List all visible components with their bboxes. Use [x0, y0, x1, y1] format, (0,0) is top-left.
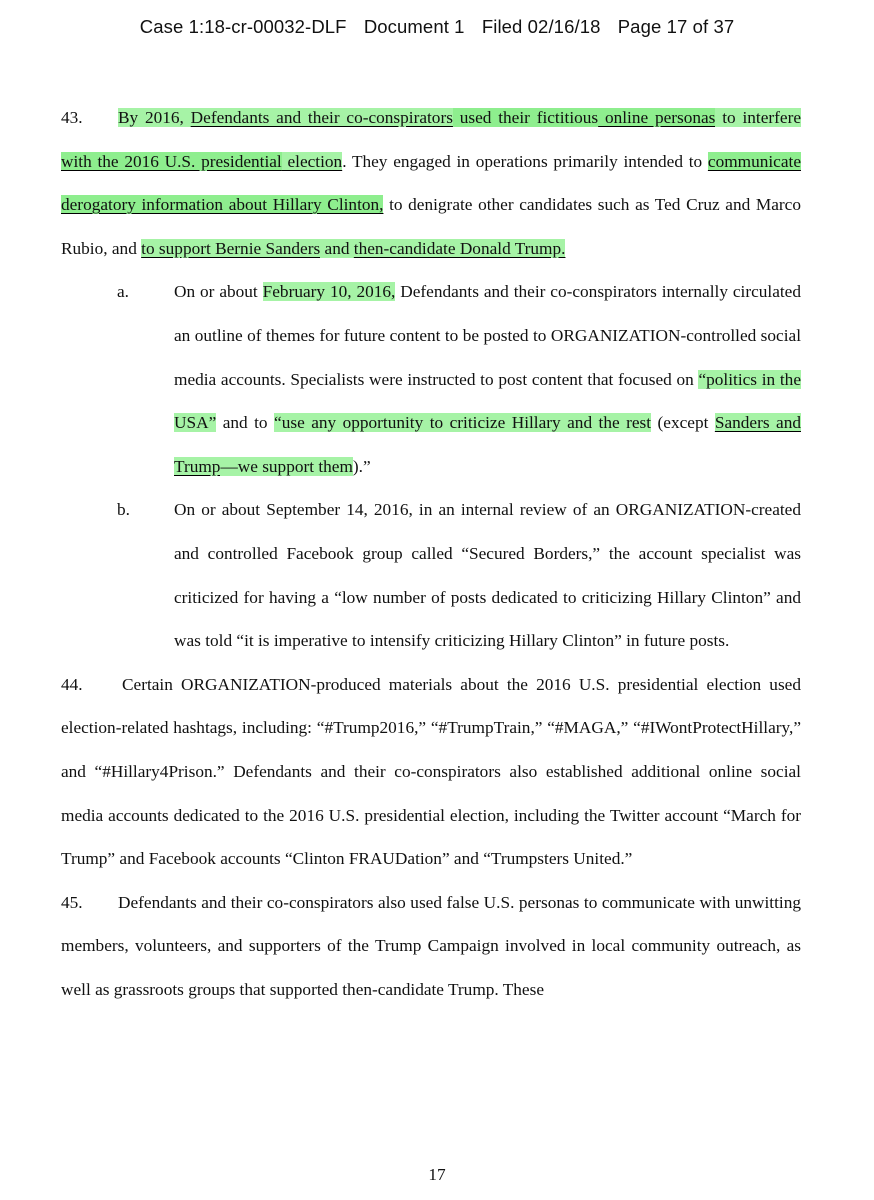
highlight: —we support [220, 456, 315, 476]
text-span: Certain ORGANIZATION-produced materials about the 2016 U.S. presidential election used election-related hashtags, including: “#Trump2016,” “#TrumpTrain,” “#MAGA,” “#IWontProtectHillary,” and “#Hillary4Prison.” Defendants and their co-conspirators also established additional online social media accounts dedicated to the 2016 U.S. presidential election, including the Twitter account “March for Trump” and Facebook accounts “Clinton FRAUDation” and “Trumpsters United.” [61, 674, 801, 869]
paragraph-45 [61, 881, 801, 1012]
highlight-underline: to support Bernie Sanders [141, 238, 321, 258]
subparagraph-a [117, 270, 801, 488]
text-span: and to [216, 413, 275, 433]
highlight-underline: online personas [598, 108, 716, 127]
subparagraph-label: b. [117, 500, 130, 520]
document-number: Document 1 [363, 16, 465, 37]
highlight: them [314, 456, 353, 476]
highlight: in the USA” [174, 369, 801, 433]
text-span: By 2016, [118, 108, 191, 127]
paragraph-number: 44. [61, 674, 83, 694]
text-span: On or about [174, 282, 263, 302]
page-number: 17 [428, 1165, 446, 1184]
paragraph-43 [61, 96, 801, 270]
text-span: Defendants and their co-conspirators internally circulated an outline of themes for future content to be posted to ORGANIZATION-controlled social media accounts. Specialists were instructed to post content that focused on [174, 282, 801, 389]
page-indicator: Page 17 of 37 [617, 16, 735, 37]
highlight: Hillary and the rest [505, 413, 652, 433]
text-span: to denigrate other candidates such as Ted Cruz and Marco Rubio, and [61, 195, 801, 258]
highlight-underline: derogatory information about Hillary Clinton, [61, 195, 384, 215]
text-span: . They engaged in operations primarily intended to [342, 151, 708, 171]
highlight-underline: election [281, 151, 343, 171]
highlight: to interfere [715, 108, 801, 127]
highlight: “politics [698, 369, 758, 389]
text-span: Defendants and their co-conspirators also used false U.S. personas to communicate with unwitting members, volunteers, and supporters of the Trump Campaign involved in local community outreach, as well as grassroots groups that supported then-candidate Trump. These [61, 892, 801, 999]
case-number: Case 1:18-cr-00032-DLF [139, 16, 347, 37]
highlight: used their fictitious [452, 108, 599, 127]
highlight-underline: communicate [707, 151, 801, 171]
highlight-underline: with the 2016 U.S. presidential [61, 151, 282, 171]
text-span: On or about September 14, 2016, in an internal review of an ORGANIZATION-created and controlled Facebook group called “Secured Borders,” the account specialist was criticized for having a “low number of posts dedicated to criticizing Hillary Clinton” and was told “it is imperative to intensify criticizing Hillary Clinton” in future posts. [174, 500, 801, 651]
subparagraph-b [117, 488, 801, 662]
highlight: February [262, 282, 326, 302]
text-span: ).” [352, 456, 371, 476]
filed-date: Filed 02/16/18 [481, 16, 601, 37]
highlight-underline: Sanders and Trump [174, 413, 801, 476]
highlight-underline: Defendants and their co-conspirators [190, 108, 453, 127]
document-body [61, 96, 801, 1011]
paragraph-44 [61, 663, 801, 881]
paragraph-number: 45. [61, 892, 83, 912]
paragraph-number: 43. [61, 108, 83, 127]
highlight-underline: then-candidate Donald Trump. [353, 238, 566, 258]
highlight: and [320, 238, 354, 258]
case-header [0, 16, 874, 38]
highlight: 10, 2016, [325, 282, 396, 302]
subparagraph-label: a. [117, 282, 129, 302]
text-span: (except [651, 413, 715, 433]
highlight: “use any opportunity to criticize [274, 413, 506, 433]
